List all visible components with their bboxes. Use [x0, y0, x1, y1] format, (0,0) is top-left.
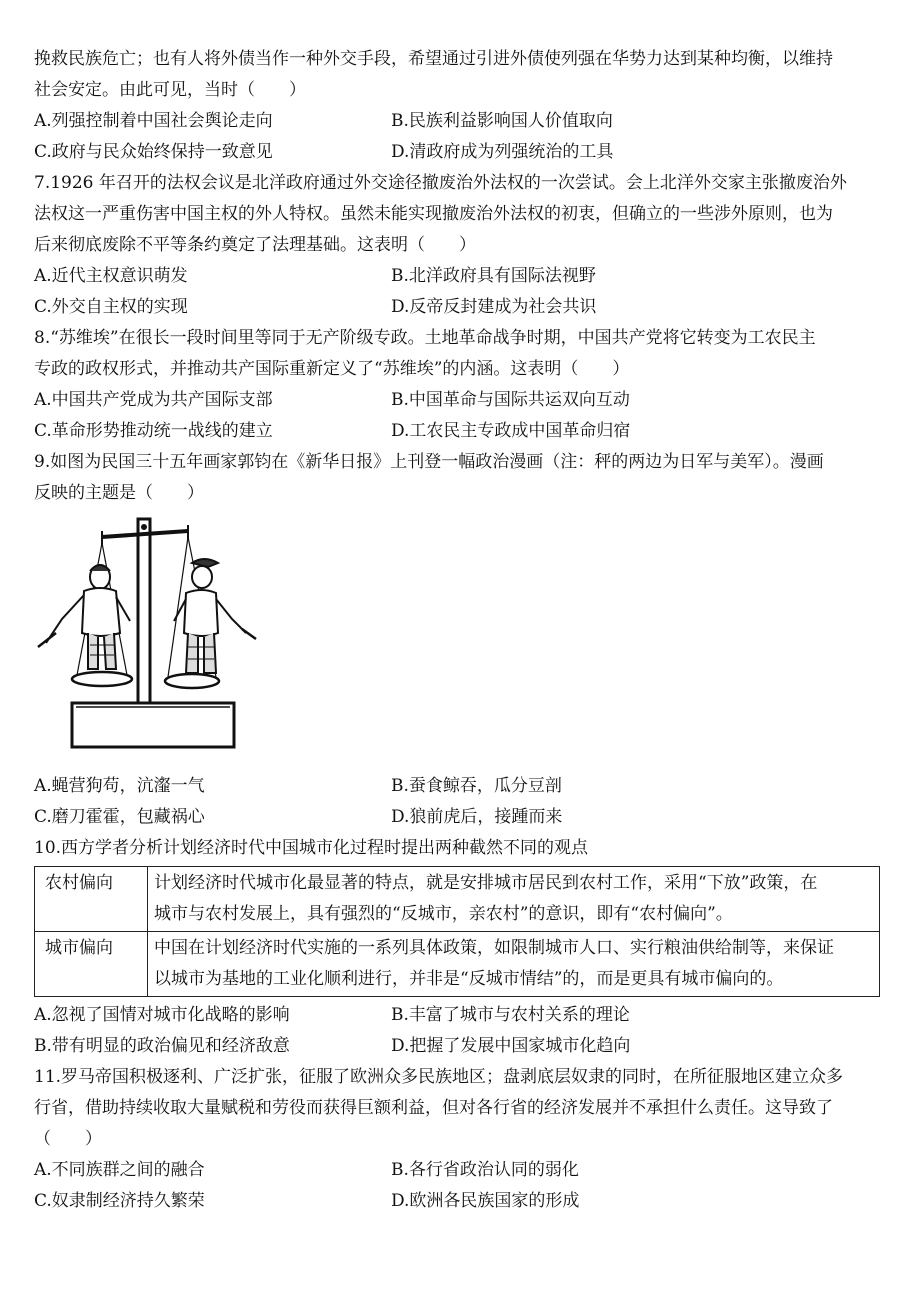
option-b[interactable]: B.丰富了城市与农村关系的理论 — [391, 1005, 630, 1025]
question-stem-line: 专政的政权形式，并推动共产国际重新定义了“苏维埃”的内涵。这表明（ ） — [34, 359, 630, 379]
question-stem-line: 9.如图为民国三十五年画家郭钧在《新华日报》上刊登一幅政治漫画（注：秤的两边为日军与美军）。漫画 — [34, 452, 824, 472]
row-content — [148, 932, 880, 997]
option-d[interactable]: D.狼前虎后，接踵而来 — [391, 807, 563, 827]
option-c[interactable]: C.奴隶制经济持久繁荣 — [34, 1191, 205, 1211]
question-stem-line: 11.罗马帝国积极逐利、广泛扩张，征服了欧洲众多民族地区；盘剥底层奴隶的同时，在所征服地区建立众多 — [34, 1067, 844, 1087]
right-scale-pan — [165, 674, 219, 688]
option-d[interactable]: D.工农民主专政成中国革命归宿 — [391, 421, 631, 441]
table-row — [35, 932, 880, 997]
option-c[interactable]: C.政府与民众始终保持一致意见 — [34, 142, 273, 162]
question-stem-line: 反映的主题是（ ） — [34, 483, 204, 503]
scale-post — [138, 519, 150, 703]
option-c[interactable]: C.外交自主权的实现 — [34, 297, 188, 317]
option-d[interactable]: D.把握了发展中国家城市化趋向 — [391, 1036, 631, 1056]
option-d[interactable]: D.反帝反封建成为社会共识 — [391, 297, 597, 317]
options-row — [34, 137, 880, 168]
question-6 — [34, 44, 880, 168]
options-row — [34, 292, 880, 323]
question-stem-line: 法权这一严重伤害中国主权的外人特权。虽然未能实现撤废治外法权的初衷，但确立的一些涉外原则，也为 — [34, 204, 833, 224]
question-10 — [34, 833, 880, 1062]
question-8 — [34, 323, 880, 447]
options-row — [34, 1155, 880, 1186]
cell-line: 中国在计划经济时代实施的一系列具体政策，如限制城市人口、实行粮油供给制等，来保证 — [154, 938, 834, 958]
option-b[interactable]: B.蚕食鲸吞，瓜分豆剖 — [391, 776, 562, 796]
political-cartoon-figure — [32, 509, 880, 771]
cell-line: 以城市为基地的工业化顺利进行，并非是“反城市情结”的，而是更具有城市偏向的。 — [154, 969, 784, 989]
option-a[interactable]: A.不同族群之间的融合 — [34, 1160, 205, 1180]
question-stem-line: 后来彻底废除不平等条约奠定了法理基础。这表明（ ） — [34, 235, 476, 255]
question-stem-line: 7.1926 年召开的法权会议是北洋政府通过外交途径撤废治外法权的一次尝试。会上北洋外交家主张撤废治外 — [34, 173, 847, 193]
question-9 — [34, 447, 880, 833]
balance-scale-cartoon — [32, 515, 262, 765]
option-d[interactable]: D.欧洲各民族国家的形成 — [391, 1191, 580, 1211]
options-row — [34, 385, 880, 416]
options-row — [34, 416, 880, 447]
question-7 — [34, 168, 880, 323]
exam-page — [34, 44, 880, 1217]
option-a[interactable]: A.列强控制着中国社会舆论走向 — [34, 111, 273, 131]
option-a[interactable]: A.蝇营狗苟，沆瀣一气 — [34, 776, 205, 796]
question-stem-line: 挽救民族危亡；也有人将外债当作一种外交手段，希望通过引进外债使列强在华势力达到某种均衡，以维持 — [34, 49, 833, 69]
options-row — [34, 1186, 880, 1217]
options-row — [34, 261, 880, 292]
scale-base — [72, 703, 234, 747]
options-row — [34, 771, 880, 802]
question-stem-line: 10.西方学者分析计划经济时代中国城市化过程时提出两种截然不同的观点 — [34, 838, 589, 858]
option-a[interactable]: A.中国共产党成为共产国际支部 — [34, 390, 273, 410]
question-11 — [34, 1062, 880, 1217]
options-row — [34, 1000, 880, 1031]
question-stem-line: 行省，借助持续收取大量赋税和劳役而获得巨额利益，但对各行省的经济发展并不承担什么责任。这导致了 — [34, 1098, 833, 1118]
option-c[interactable]: B.带有明显的政治偏见和经济敌意 — [34, 1036, 290, 1056]
options-row — [34, 802, 880, 833]
option-d[interactable]: D.清政府成为列强统治的工具 — [391, 142, 614, 162]
cell-line: 计划经济时代城市化最显著的特点，就是安排城市居民到农村工作，采用“下放”政策，在 — [154, 873, 818, 893]
question-stem-line: （ ） — [34, 1129, 102, 1149]
option-c[interactable]: C.磨刀霍霍，包藏祸心 — [34, 807, 205, 827]
option-b[interactable]: B.民族利益影响国人价值取向 — [391, 111, 613, 131]
left-figure — [38, 565, 130, 669]
option-b[interactable]: B.中国革命与国际共运双向互动 — [391, 390, 630, 410]
row-key: 城市偏向 — [35, 932, 148, 997]
option-a[interactable]: A.近代主权意识萌发 — [34, 266, 188, 286]
right-figure — [174, 559, 256, 673]
row-key: 农村偏向 — [35, 867, 148, 932]
left-scale-pan — [72, 672, 132, 686]
options-row — [34, 1031, 880, 1062]
question-stem-line: 社会安定。由此可见，当时（ ） — [34, 80, 306, 100]
options-row — [34, 106, 880, 137]
table-row — [35, 867, 880, 932]
option-b[interactable]: B.各行省政治认同的弱化 — [391, 1160, 579, 1180]
row-content — [148, 867, 880, 932]
viewpoints-table — [34, 866, 880, 997]
option-c[interactable]: C.革命形势推动统一战线的建立 — [34, 421, 273, 441]
option-a[interactable]: A.忽视了国情对城市化战略的影响 — [34, 1005, 290, 1025]
question-stem-line: 8.“苏维埃”在很长一段时间里等同于无产阶级专政。土地革命战争时期，中国共产党将它转变为工农民主 — [34, 328, 816, 348]
cell-line: 城市与农村发展上，具有强烈的“反城市，亲农村”的意识，即有“农村偏向”。 — [154, 904, 733, 924]
option-b[interactable]: B.北洋政府具有国际法视野 — [391, 266, 596, 286]
